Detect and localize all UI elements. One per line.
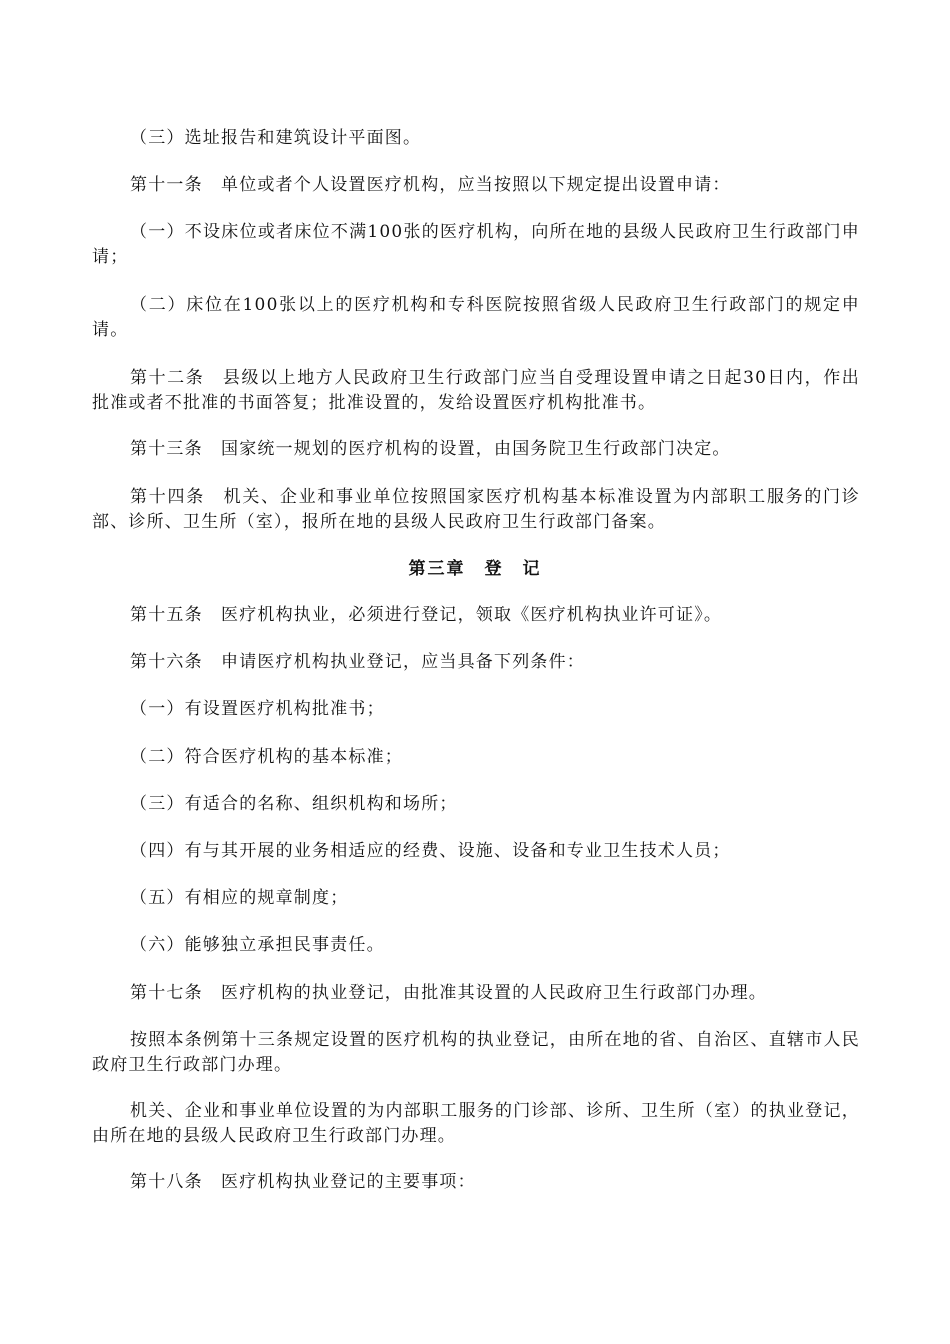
article-12: 第十二条 县级以上地方人民政府卫生行政部门应当自受理设置申请之日起30日内，作出批准或者不批准的书面答复；批准设置的，发给设置医疗机构批准书。 xyxy=(92,368,860,413)
article-17-paragraph-3: 机关、企业和事业单位设置的为内部职工服务的门诊部、诊所、卫生所（室）的执业登记，由所在地的县级人民政府卫生行政部门办理。 xyxy=(92,1101,860,1146)
article-18: 第十八条 医疗机构执业登记的主要事项： xyxy=(130,1172,476,1192)
article-13: 第十三条 国家统一规划的医疗机构的设置，由国务院卫生行政部门决定。 xyxy=(130,439,731,459)
paragraph-item-3-site-report: （三）选址报告和建筑设计平面图。 xyxy=(130,128,422,148)
article-17: 第十七条 医疗机构的执业登记，由批准其设置的人民政府卫生行政部门办理。 xyxy=(130,983,767,1003)
article-11: 第十一条 单位或者个人设置医疗机构，应当按照以下规定提出设置申请： xyxy=(130,175,731,195)
article-16-item-5: （五）有相应的规章制度； xyxy=(130,888,349,908)
article-16-item-1: （一）有设置医疗机构批准书； xyxy=(130,699,385,719)
article-11-item-1: （一）不设床位或者床位不满100张的医疗机构，向所在地的县级人民政府卫生行政部门申请； xyxy=(92,222,860,267)
article-17-paragraph-2: 按照本条例第十三条规定设置的医疗机构的执业登记，由所在地的省、自治区、直辖市人民政府卫生行政部门办理。 xyxy=(92,1030,860,1075)
chapter-heading: 第三章 登 记 xyxy=(408,559,542,579)
article-11-item-2: （二）床位在100张以上的医疗机构和专科医院按照省级人民政府卫生行政部门的规定申请。 xyxy=(92,295,860,340)
article-16: 第十六条 申请医疗机构执业登记，应当具备下列条件： xyxy=(130,652,585,672)
article-16-item-3: （三）有适合的名称、组织机构和场所； xyxy=(130,794,458,814)
article-16-item-4: （四）有与其开展的业务相适应的经费、设施、设备和专业卫生技术人员； xyxy=(130,841,731,861)
article-15: 第十五条 医疗机构执业，必须进行登记，领取《医疗机构执业许可证》。 xyxy=(130,605,723,625)
article-16-item-2: （二）符合医疗机构的基本标准； xyxy=(130,747,403,767)
article-14: 第十四条 机关、企业和事业单位按照国家医疗机构基本标准设置为内部职工服务的门诊部、诊所、卫生所（室），报所在地的县级人民政府卫生行政部门备案。 xyxy=(92,487,860,532)
article-16-item-6: （六）能够独立承担民事责任。 xyxy=(130,935,385,955)
